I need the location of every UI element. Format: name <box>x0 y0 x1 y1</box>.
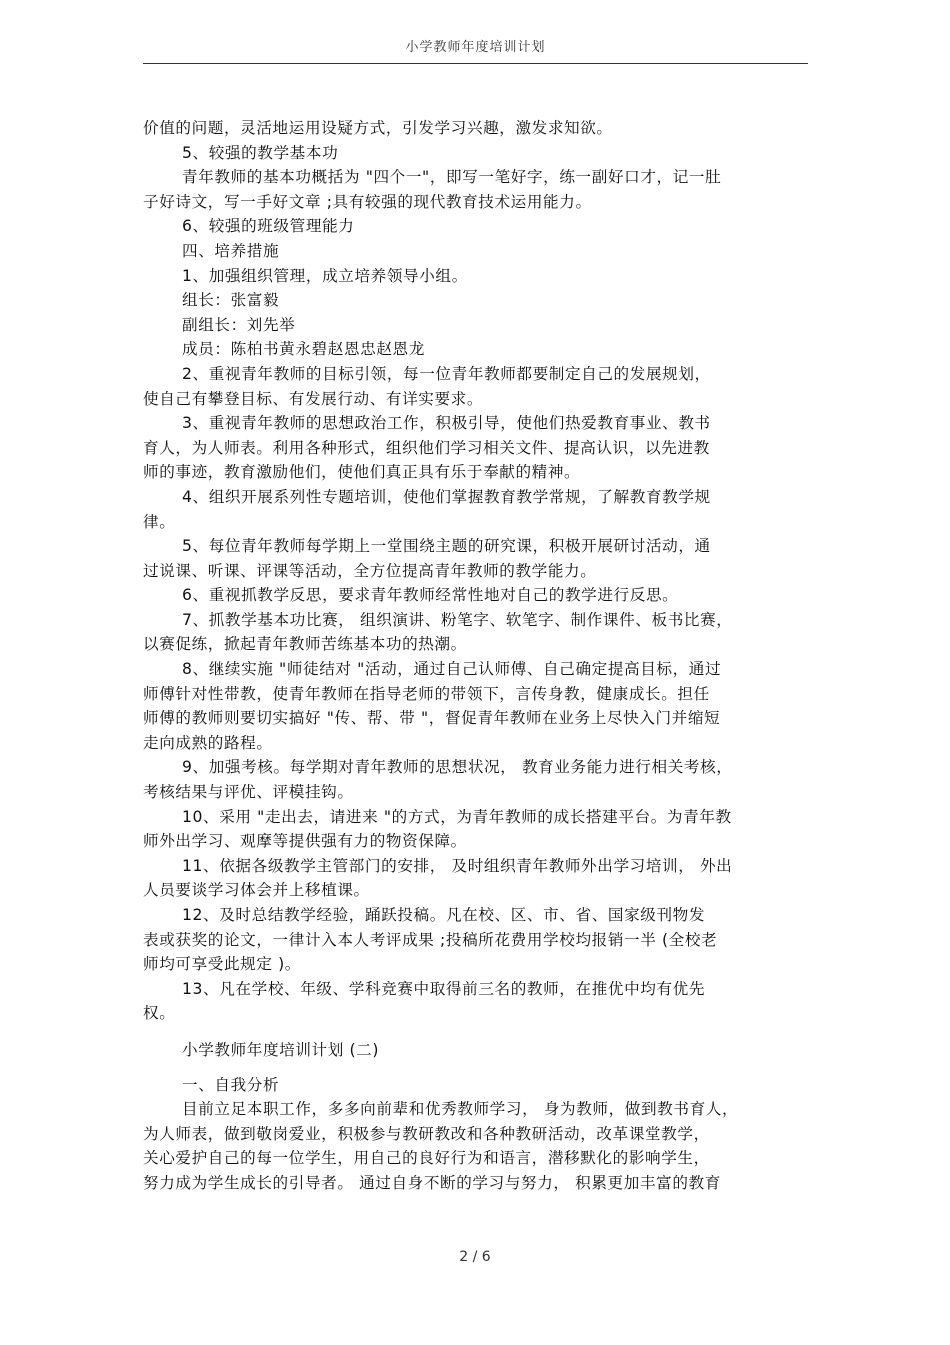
page-number: 2 / 6 <box>459 1249 491 1265</box>
list-item: 5、每位青年教师每学期上一堂围绕主题的研究课，积极开展研讨活动，通 <box>182 537 711 556</box>
text-line: 努力成为学生成长的引导者。 通过自身不断的学习与努力， 积累更加丰富的教育 <box>143 1173 721 1192</box>
text-line: 权。 <box>143 1004 176 1023</box>
list-item: 6、重视抓教学反思，要求青年教师经常性地对自己的教学进行反思。 <box>182 586 679 605</box>
text-line: 师均可享受此规定 )。 <box>143 955 301 974</box>
list-heading: 6、较强的班级管理能力 <box>182 217 355 236</box>
text-line: 育人，为人师表。利用各种形式，组织他们学习相关文件、提高认识，以先进教 <box>143 438 710 457</box>
list-item: 13、凡在学校、年级、学科竞赛中取得前三名的教师，在推优中均有优先 <box>182 979 706 998</box>
list-item: 12、及时总结教学经验，踊跃投稿。凡在校、区、市、省、国家级刊物发 <box>182 906 706 924</box>
list-item: 7、抓教学基本功比赛， 组织演讲、粉笔字、软笔字、制作课件、板书比赛， <box>182 610 733 629</box>
text-line: 以赛促练，掀起青年教师苦练基本功的热潮。 <box>143 635 467 654</box>
text-line: 目前立足本职工作，多多向前辈和优秀教师学习， 身为教师，做到教书育人， <box>182 1100 739 1119</box>
list-heading: 5、较强的教学基本功 <box>182 143 339 162</box>
text-line: 走向成熟的路程。 <box>143 733 273 752</box>
list-item: 9、加强考核。每学期对青年教师的思想状况， 教育业务能力进行相关考核， <box>182 758 733 777</box>
list-item: 8、继续实施 "师徒结对 "活动，通过自己认师傅、自己确定提高目标，通过 <box>182 660 722 679</box>
text-line: 子好诗文，写一手好文章 ;具有较强的现代教育技术运用能力。 <box>143 192 592 211</box>
text-line: 关心爱护自己的每一位学生，用自己的良好行为和语言，潜移默化的影响学生， <box>143 1149 710 1168</box>
header-divider <box>143 63 808 64</box>
text-line: 为人师表，做到敬岗爱业，积极参与教研教改和各种教研活动，改革课堂教学， <box>143 1124 710 1143</box>
text-line: 青年教师的基本功概括为 "四个一"，即写一笔好字，练一副好口才，记一肚 <box>182 168 722 187</box>
running-header: 小学教师年度培训计划 <box>405 40 546 55</box>
text-line: 表或获奖的论文，一律计入本人考评成果 ;投稿所花费用学校均报销一半 (全校老 <box>143 930 718 949</box>
text-line: 副组长：刘先举 <box>182 315 296 334</box>
text-line: 人员要谈学习体会并上移植课。 <box>143 881 370 900</box>
section-heading: 一、自我分析 <box>182 1075 280 1094</box>
text-line: 组长：张富毅 <box>182 291 280 310</box>
text-line: 价值的问题，灵活地运用设疑方式，引发学习兴趣，激发求知欲。 <box>143 119 613 137</box>
text-line: 师的事迹，教育激励他们，使他们真正具有乐于奉献的精神。 <box>143 463 581 482</box>
text-line: 律。 <box>143 512 176 531</box>
list-item: 4、组织开展系列性专题培训，使他们掌握教育教学常规，了解教育教学规 <box>182 487 711 506</box>
section-heading: 四、培养措施 <box>182 241 280 260</box>
list-item: 1、加强组织管理，成立培养领导小组。 <box>182 266 468 285</box>
document-body <box>143 116 808 1196</box>
text-line: 师傅的教师则要切实搞好 "传、帮、带 "，督促青年教师在业务上尽快入门并缩短 <box>143 709 721 728</box>
text-line: 使自己有攀登目标、有发展行动、有详实要求。 <box>143 389 484 408</box>
text-line: 师外出学习、观摩等提供强有力的物资保障。 <box>143 832 467 851</box>
list-item: 10、采用 "走出去，请进来 "的方式，为青年教师的成长搭建平台。为青年教 <box>182 807 732 826</box>
text-line: 考核结果与评优、评模挂钩。 <box>143 783 354 802</box>
text-line: 师傅针对性带教，使青年教师在指导老师的带领下，言传身教，健康成长。担任 <box>143 684 710 703</box>
list-item: 2、重视青年教师的目标引领，每一位青年教师都要制定自己的发展规划， <box>182 364 711 383</box>
list-item: 3、重视青年教师的思想政治工作，积极引导，使他们热爱教育事业、教书 <box>182 414 711 433</box>
list-item: 11、依据各级教学主管部门的安排， 及时组织青年教师外出学习培训， 外出 <box>182 856 733 875</box>
text-line: 成员：陈柏书黄永碧赵恩忠赵恩龙 <box>182 340 425 359</box>
section-title: 小学教师年度培训计划 (二) <box>182 1040 380 1059</box>
text-line: 过说课、听课、评课等活动，全方位提高青年教师的教学能力。 <box>143 561 597 580</box>
